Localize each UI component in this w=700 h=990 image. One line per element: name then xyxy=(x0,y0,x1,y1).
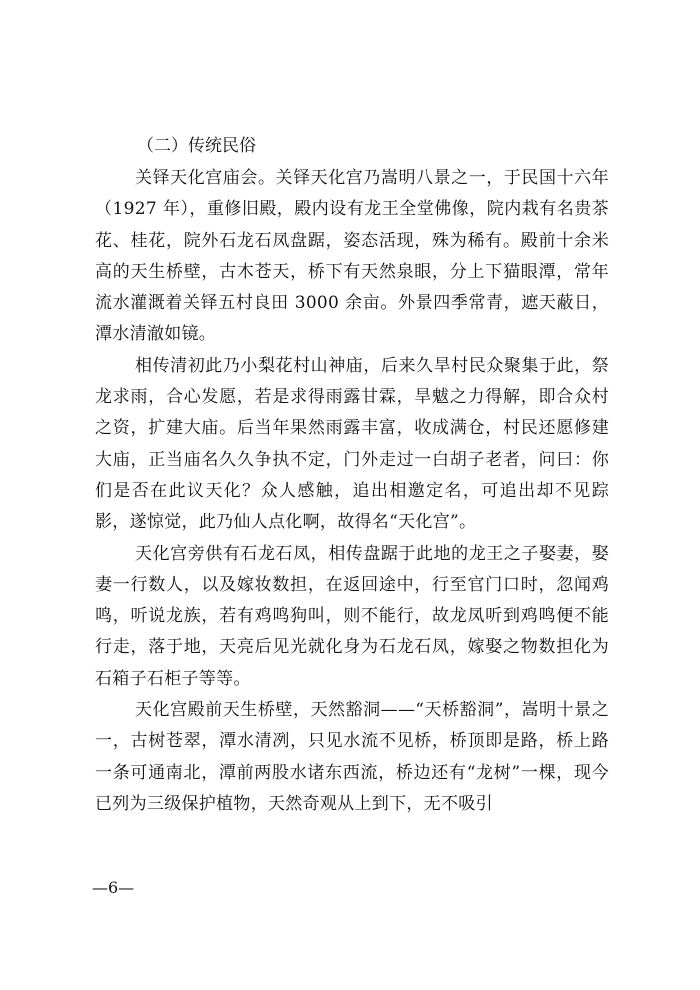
paragraph-natural-bridge: 天化宫殿前天生桥壁，天然豁洞——“天桥豁洞”，嵩明十景之一，古树苍翠，潭水清冽，只见水流不见桥，桥顶即是路，桥上路一条可通南北，潭前两股水诸东西流，桥边还有“龙树”一棵，现今已列为三级保护植物，天然奇观从上到下，无不吸引 xyxy=(95,700,609,814)
page-number: —6— xyxy=(92,878,135,897)
section-heading: （二）传统民俗 xyxy=(137,136,256,156)
paragraph-stone-dragon-phoenix: 天化宫旁供有石龙石凤，相传盘踞于此地的龙王之子娶妻，娶妻一行数人，以及嫁妆数担，在返回途中，行至官门口时，忽闻鸡鸣，听说龙族，若有鸡鸣狗叫，则不能行，故龙凤听到鸡鸣便不能行走，落于地，天亮后见光就化身为石龙石凤，嫁娶之物数担化为石箱子石柜子等等。 xyxy=(95,543,609,689)
paragraph-temple-fair: 关铎天化宫庙会。关铎天化宫乃嵩明八景之一，于民国十六年（1927 年），重修旧殿，殿内设有龙王全堂佛像，院内栽有名贵茶花、桂花，院外石龙石凤盘踞，姿态活现，殊为稀有。殿前十余米高的天生桥壁，古木苍天，桥下有天然泉眼，分上下猫眼潭，常年流水灌溉着关铎五村良田 3000 余亩。外景四季常青，遮天蔽日，潭水清澈如镜。 xyxy=(95,168,609,345)
paragraph-legend-origin: 相传清初此乃小梨花村山神庙，后来久旱村民众聚集于此，祭龙求雨，合心发愿，若是求得雨露甘霖，旱魃之力得解，即合众村之资，扩建大庙。后当年果然雨露丰富，收成满仓，村民还愿修建大庙，正当庙名久久争执不定，门外走过一白胡子老者，问曰：你们是否在此议天化？众人感触，追出相邀定名，可追出却不见踪影，遂惊觉，此乃仙人点化啊，故得名“天化宫”。 xyxy=(95,355,609,533)
document-body xyxy=(95,132,609,820)
